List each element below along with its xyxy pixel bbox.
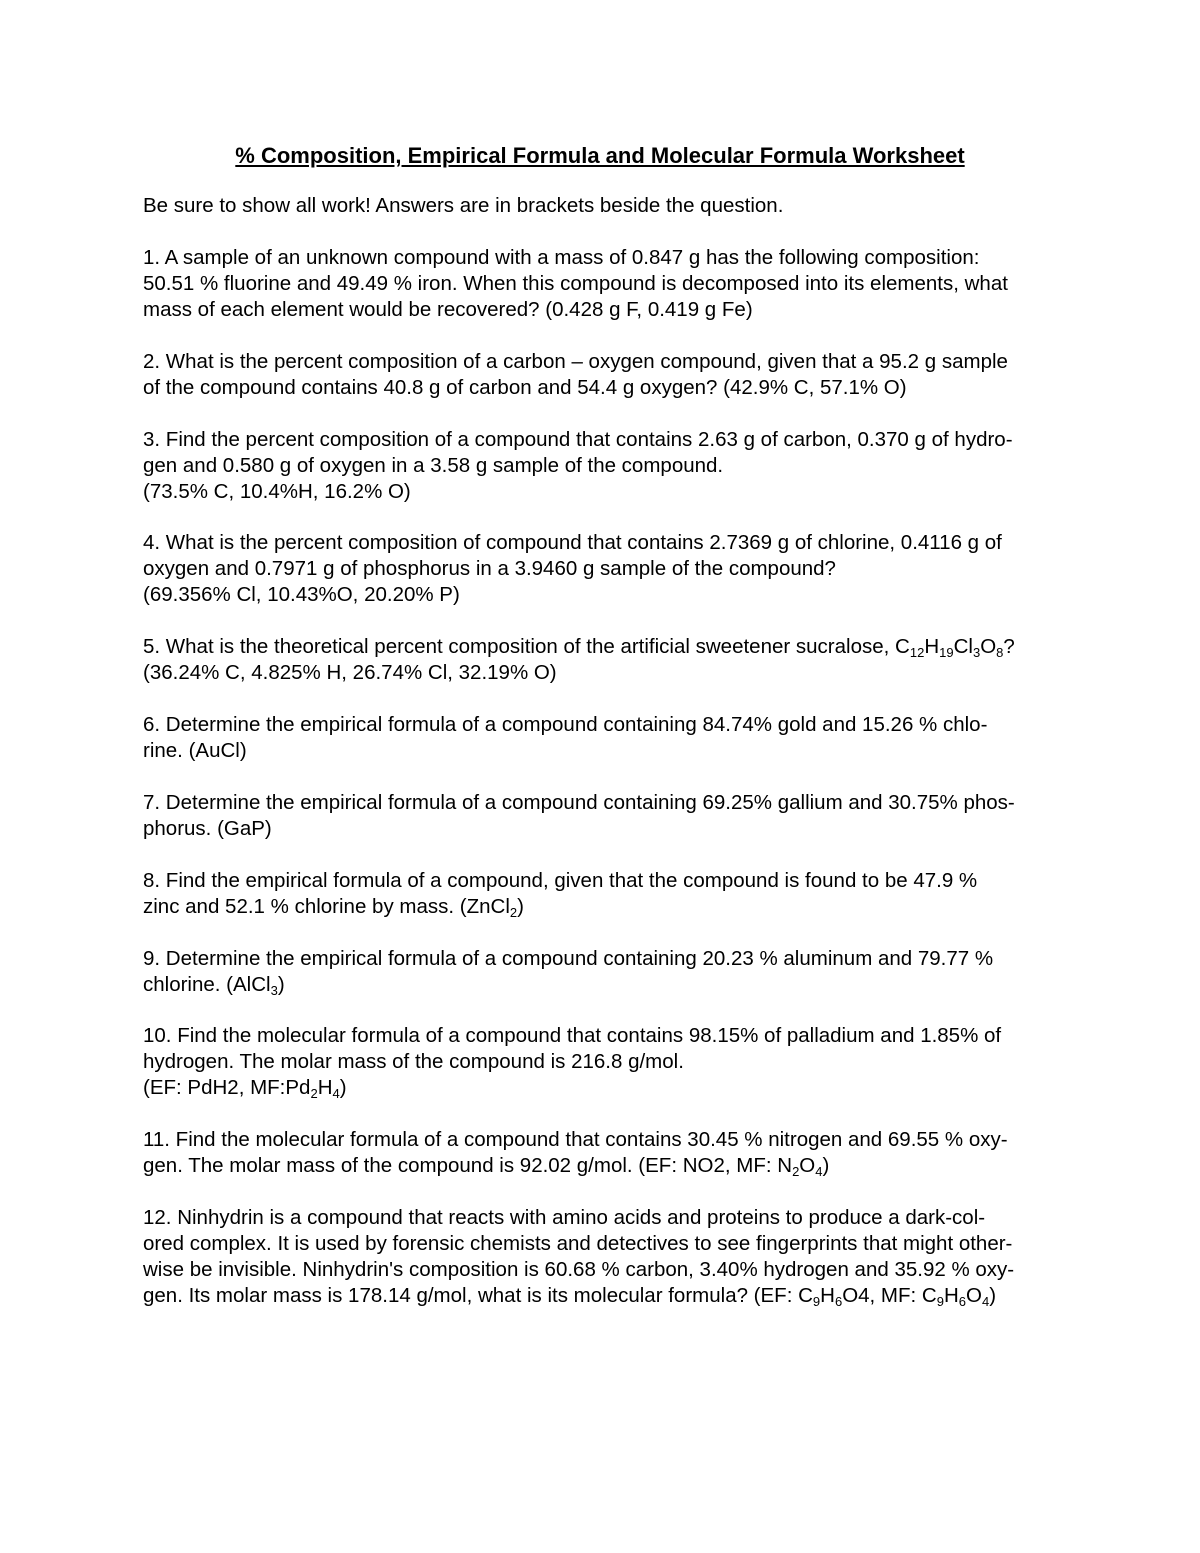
question-9-line-2: chlorine. (AlCl$_3$) xyxy=(143,973,285,998)
question-10-line-2: hydrogen. The molar mass of the compound is 216.8 g/mol. xyxy=(143,1050,684,1073)
question-7-line-2: phorus. (GaP) xyxy=(143,817,272,840)
question-4-line-3: (69.356% Cl, 10.43%O, 20.20% P) xyxy=(143,583,460,606)
question-3-line-2: gen and 0.580 g of oxygen in a 3.58 g sample of the compound. xyxy=(143,454,724,477)
question-6-line-1: 6. Determine the empirical formula of a compound containing 84.74% gold and 15.26 % chlo- xyxy=(143,713,988,736)
question-2-line-1: 2. What is the percent composition of a carbon – oxygen compound, given that a 95.2 g sample xyxy=(143,350,1008,373)
question-4-line-2: oxygen and 0.7971 g of phosphorus in a 3.9460 g sample of the compound? xyxy=(143,557,836,580)
question-12-line-1: 12. Ninhydrin is a compound that reacts with amino acids and proteins to produce a dark-col- xyxy=(143,1206,986,1229)
question-7-line-1: 7. Determine the empirical formula of a compound containing 69.25% gallium and 30.75% phos- xyxy=(143,791,1015,814)
question-5-line-1: 5. What is the theoretical percent composition of the artificial sweetener sucralose, $C_{12}H_{19}Cl_3O_8$? xyxy=(143,635,1015,660)
question-10-line-1: 10. Find the molecular formula of a compound that contains 98.15% of palladium and 1.85% of xyxy=(143,1024,1002,1047)
question-8-line-2: zinc and 52.1 % chlorine by mass. (ZnCl$_2$) xyxy=(143,895,524,920)
question-9-line-1: 9. Determine the empirical formula of a compound containing 20.23 % aluminum and 79.77 % xyxy=(143,947,994,970)
question-11-line-1: 11. Find the molecular formula of a compound that contains 30.45 % nitrogen and 69.55 % oxy- xyxy=(143,1128,1008,1151)
worksheet-title: % Composition, Empirical Formula and Molecular Formula Worksheet xyxy=(235,143,965,168)
question-10-line-3: (EF: PdH2, $MF:Pd_2H_4$) xyxy=(143,1076,347,1101)
question-12-line-2: ored complex. It is used by forensic chemists and detectives to see fingerprints that might other- xyxy=(143,1232,1013,1255)
question-4-line-1: 4. What is the percent composition of compound that contains 2.7369 g of chlorine, 0.4116 g of xyxy=(143,531,1002,554)
question-11-line-2: gen. The molar mass of the compound is 92.02 g/mol. (EF: NO2, MF: $N_2O_4$) xyxy=(143,1154,830,1179)
question-3-line-1: 3. Find the percent composition of a compound that contains 2.63 g of carbon, 0.370 g of hydro- xyxy=(143,428,1013,451)
question-12-line-4: gen. Its molar mass is 178.14 g/mol, what is its molecular formula? (EF: $C_9H_6O4$, MF: $C_9H_6O_4$) xyxy=(143,1284,997,1309)
instructions-text: Be sure to show all work! Answers are in brackets beside the question. xyxy=(143,194,784,217)
question-3-line-3: (73.5% C, 10.4%H, 16.2% O) xyxy=(143,480,411,503)
question-1-line-1: 1. A sample of an unknown compound with a mass of 0.847 g has the following composition: xyxy=(143,246,980,269)
question-1-line-2: 50.51 % fluorine and 49.49 % iron. When this compound is decomposed into its elements, what xyxy=(143,272,1008,295)
question-1-line-3: mass of each element would be recovered? (0.428 g F, 0.419 g Fe) xyxy=(143,298,753,321)
question-12-line-3: wise be invisible. Ninhydrin's composition is 60.68 % carbon, 3.40% hydrogen and 35.92 % oxy- xyxy=(143,1258,1015,1281)
question-6-line-2: rine. (AuCl) xyxy=(143,739,247,762)
question-8-line-1: 8. Find the empirical formula of a compound, given that the compound is found to be 47.9 % xyxy=(143,869,978,892)
question-5-line-2: (36.24% C, 4.825% H, 26.74% Cl, 32.19% O) xyxy=(143,661,557,684)
question-2-line-2: of the compound contains 40.8 g of carbon and 54.4 g oxygen? (42.9% C, 57.1% O) xyxy=(143,376,907,399)
